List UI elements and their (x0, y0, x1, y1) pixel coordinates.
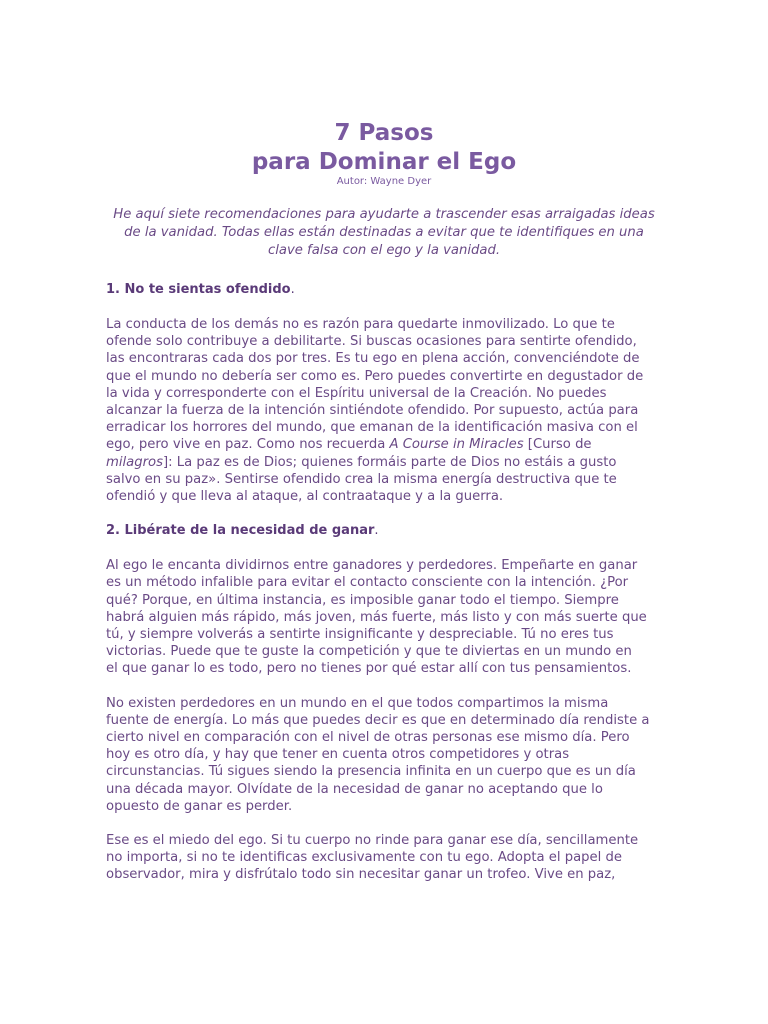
intro-line: He aquí siete recomendaciones para ayudarte a trascender esas arraigadas ideas (113, 207, 655, 222)
paragraph-line: erradicar los horrores del mundo, que emanan de la identificación masiva con el (106, 420, 638, 436)
paragraph-line: alcanzar la fuerza de la intención sintiéndote ofendido. Por supuesto, actúa para (106, 403, 639, 419)
section-2-paragraph-2 (106, 695, 662, 815)
intro-line: de la vanidad. Todas ellas están destinadas a evitar que te identifiques en una (124, 225, 644, 240)
paragraph-line: cierto nivel en comparación con el nivel de otras personas ese mismo día. Pero (106, 730, 630, 746)
paragraph-line: las encontraras cada dos por tres. Es tu ego en plena acción, convenciéndote de (106, 351, 640, 367)
paragraph-line: No existen perdedores en un mundo en el que todos compartimos la misma (106, 695, 609, 711)
line-text: [Curso de (523, 437, 592, 453)
document-author: Autor: Wayne Dyer (336, 176, 432, 187)
section-2-paragraph-1 (106, 557, 662, 677)
paragraph-line: salvo en su paz». Sentirse ofendido crea la misma energía destructiva que te (106, 471, 617, 487)
paragraph-line: que el mundo no debería ser como es. Pero puedes convertirte en degustador de (106, 368, 644, 384)
line-text: ego, pero vive en paz. Como nos recuerda (106, 437, 390, 453)
paragraph-line: Ese es el miedo del ego. Si tu cuerpo no rinde para ganar ese día, sencillamente (106, 833, 639, 849)
intro-paragraph (106, 206, 662, 260)
paragraph-line: ofende solo contribuye a debilitarte. Si buscas ocasiones para sentirte ofendido, (106, 334, 637, 350)
paragraph-line: fuente de energía. Lo más que puedes decir es que en determinado día rendiste a (106, 712, 650, 728)
section-2-paragraph-3 (106, 832, 662, 884)
book-title-italic: A Course in Miracles (389, 437, 524, 453)
paragraph-line: el que ganar lo es todo, pero no tienes por qué estar allí con tus pensamientos. (106, 661, 632, 677)
paragraph-line (106, 454, 662, 471)
paragraph-line: La conducta de los demás no es razón para quedarte inmovilizado. Lo que te (106, 317, 615, 332)
paragraph-line: observador, mira y disfrútalo todo sin necesitar ganar un trofeo. Vive en paz, (106, 867, 616, 883)
section-1-heading-text: 1. No te sientas ofendido (106, 282, 291, 297)
paragraph-line: victorias. Puede que te guste la competición y que te diviertas en un mundo en (106, 644, 632, 660)
paragraph-line: tú, y siempre volverás a sentirte insignificante y despreciable. Tú no eres tus (106, 627, 614, 643)
intro-line: clave falsa con el ego y la vanidad. (267, 243, 501, 258)
paragraph-line: es un método infalible para evitar el contacto consciente con la intención. ¿Por (106, 575, 629, 591)
section-2-heading (106, 522, 662, 540)
section-2-heading-period: . (374, 523, 379, 539)
paragraph-line: la vida y corresponderte con el Espíritu universal de la Creación. No puedes (106, 385, 607, 401)
paragraph-line: ofendió y que lleva al ataque, al contraataque y a la guerra. (106, 489, 504, 505)
document-title: 7 Pasos (334, 120, 434, 146)
book-title-italic: milagros (106, 454, 163, 470)
paragraph-line: no importa, si no te identificas exclusivamente con tu ego. Adopta el papel de (106, 850, 623, 866)
paragraph-line: qué? Porque, en última instancia, es imposible ganar todo el tiempo. Siempre (106, 592, 619, 608)
paragraph-line: circunstancias. Tú sigues siendo la presencia infinita en un cuerpo que es un día (106, 764, 636, 780)
document-subtitle: para Dominar el Ego (251, 149, 517, 175)
line-text: ]: La paz es de Dios; quienes formáis parte de Dios no estáis a gusto (163, 454, 617, 470)
section-1-paragraph (106, 316, 662, 505)
paragraph-line (106, 436, 662, 453)
section-1-heading (106, 281, 662, 299)
paragraph-line: hoy es otro día, y hay que tener en cuenta otros competidores y otras (106, 747, 570, 763)
section-2-heading-text: 2. Libérate de la necesidad de ganar (106, 523, 375, 539)
section-1-heading-period: . (290, 282, 295, 297)
document-page (106, 118, 662, 901)
paragraph-line: habrá alguien más rápido, más joven, más fuerte, más listo y con más suerte que (106, 609, 647, 625)
paragraph-line: Al ego le encanta dividirnos entre ganadores y perdedores. Empeñarte en ganar (106, 558, 638, 574)
paragraph-line: opuesto de ganar es perder. (106, 798, 293, 814)
paragraph-line: una década mayor. Olvídate de la necesidad de ganar no aceptando que lo (106, 781, 603, 797)
